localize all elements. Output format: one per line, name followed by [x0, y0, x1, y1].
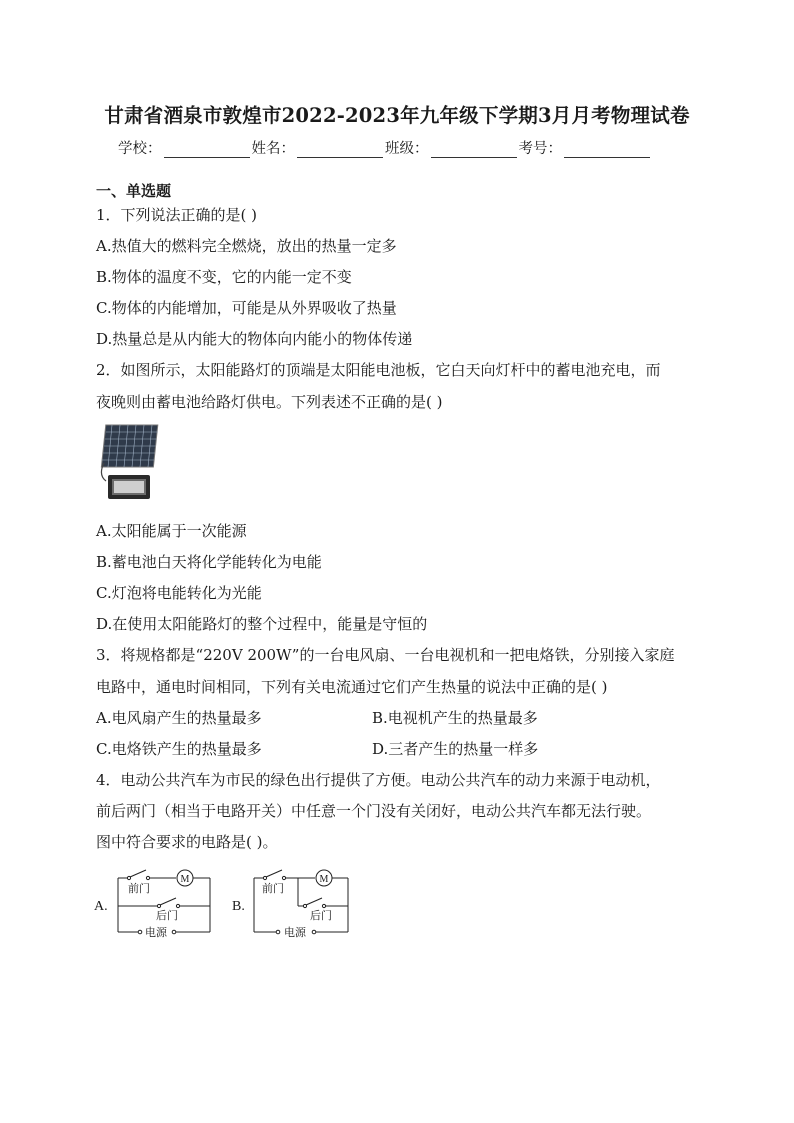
name-blank[interactable] — [297, 141, 383, 158]
circuit-a-power-label: 电源 — [145, 927, 167, 939]
circuit-b-option-label: B. — [232, 899, 245, 914]
q3-stem-line1: 3．将规格都是“220V 200W”的一台电风扇、一台电视机和一把电烙铁，分别接入家庭 — [96, 646, 675, 664]
q3-option-b: B.电视机产生的热量最多 — [372, 709, 538, 727]
circuit-a-motor-label: M — [180, 874, 190, 885]
student-info-row — [118, 137, 678, 158]
q4-stem-line3: 图中符合要求的电路是( )。 — [96, 833, 278, 851]
circuit-a-option-label: A. — [94, 899, 108, 914]
circuit-diagram-a — [94, 862, 224, 944]
q2-option-a: A.太阳能属于一次能源 — [96, 522, 247, 540]
q1-option-a: A.热值大的燃料完全燃烧，放出的热量一定多 — [96, 237, 397, 255]
q2-option-b: B.蓄电池白天将化学能转化为电能 — [96, 553, 322, 571]
name-label: 姓名： — [251, 141, 295, 157]
q3-option-c: C.电烙铁产生的热量最多 — [96, 740, 262, 758]
q2-stem-line1: 2．如图所示，太阳能路灯的顶端是太阳能电池板，它白天向灯杆中的蓄电池充电，而 — [96, 361, 661, 379]
circuit-b-motor-label: M — [319, 874, 329, 885]
q2-option-d: D.在使用太阳能路灯的整个过程中，能量是守恒的 — [96, 615, 428, 633]
q3-stem-line2: 电路中，通电时间相同，下列有关电流通过它们产生热量的说法中正确的是( ) — [96, 678, 608, 696]
q2-stem-line2: 夜晚则由蓄电池给路灯供电。下列表述不正确的是( ) — [96, 393, 443, 411]
q1-option-c: C.物体的内能增加，可能是从外界吸收了热量 — [96, 299, 397, 317]
class-blank[interactable] — [431, 141, 517, 158]
circuit-b-front-door-label: 前门 — [262, 883, 284, 895]
q4-stem-line1: 4．电动公共汽车为市民的绿色出行提供了方便。电动公共汽车的动力来源于电动机， — [96, 771, 661, 789]
section-heading: 一、单选题 — [96, 182, 172, 200]
q2-option-c: C.灯泡将电能转化为光能 — [96, 584, 262, 602]
exam-title: 甘肃省酒泉市敦煌市2022-2023年九年级下学期3月月考物理试卷 — [104, 104, 690, 127]
circuit-a-front-door-label: 前门 — [128, 883, 150, 895]
school-label: 学校： — [118, 141, 162, 157]
number-blank[interactable] — [564, 141, 650, 158]
q1-option-b: B.物体的温度不变，它的内能一定不变 — [96, 268, 352, 286]
q3-option-d: D.三者产生的热量一样多 — [372, 740, 539, 758]
q3-option-a: A.电风扇产生的热量最多 — [96, 709, 262, 727]
circuit-b-power-label: 电源 — [284, 927, 306, 939]
circuit-a-back-door-label: 后门 — [156, 910, 178, 922]
q1-option-d: D.热量总是从内能大的物体向内能小的物体传递 — [96, 330, 413, 348]
q4-stem-line2: 前后两门（相当于电路开关）中任意一个门没有关闭好，电动公共汽车都无法行驶。 — [96, 802, 652, 820]
circuit-b-back-door-label: 后门 — [310, 910, 332, 922]
number-label: 考号： — [518, 141, 562, 157]
solar-street-light-image — [100, 423, 164, 503]
q1-stem: 1．下列说法正确的是( ) — [96, 206, 258, 224]
circuit-diagram-b — [232, 862, 362, 944]
class-label: 班级： — [385, 141, 429, 157]
school-blank[interactable] — [164, 141, 250, 158]
